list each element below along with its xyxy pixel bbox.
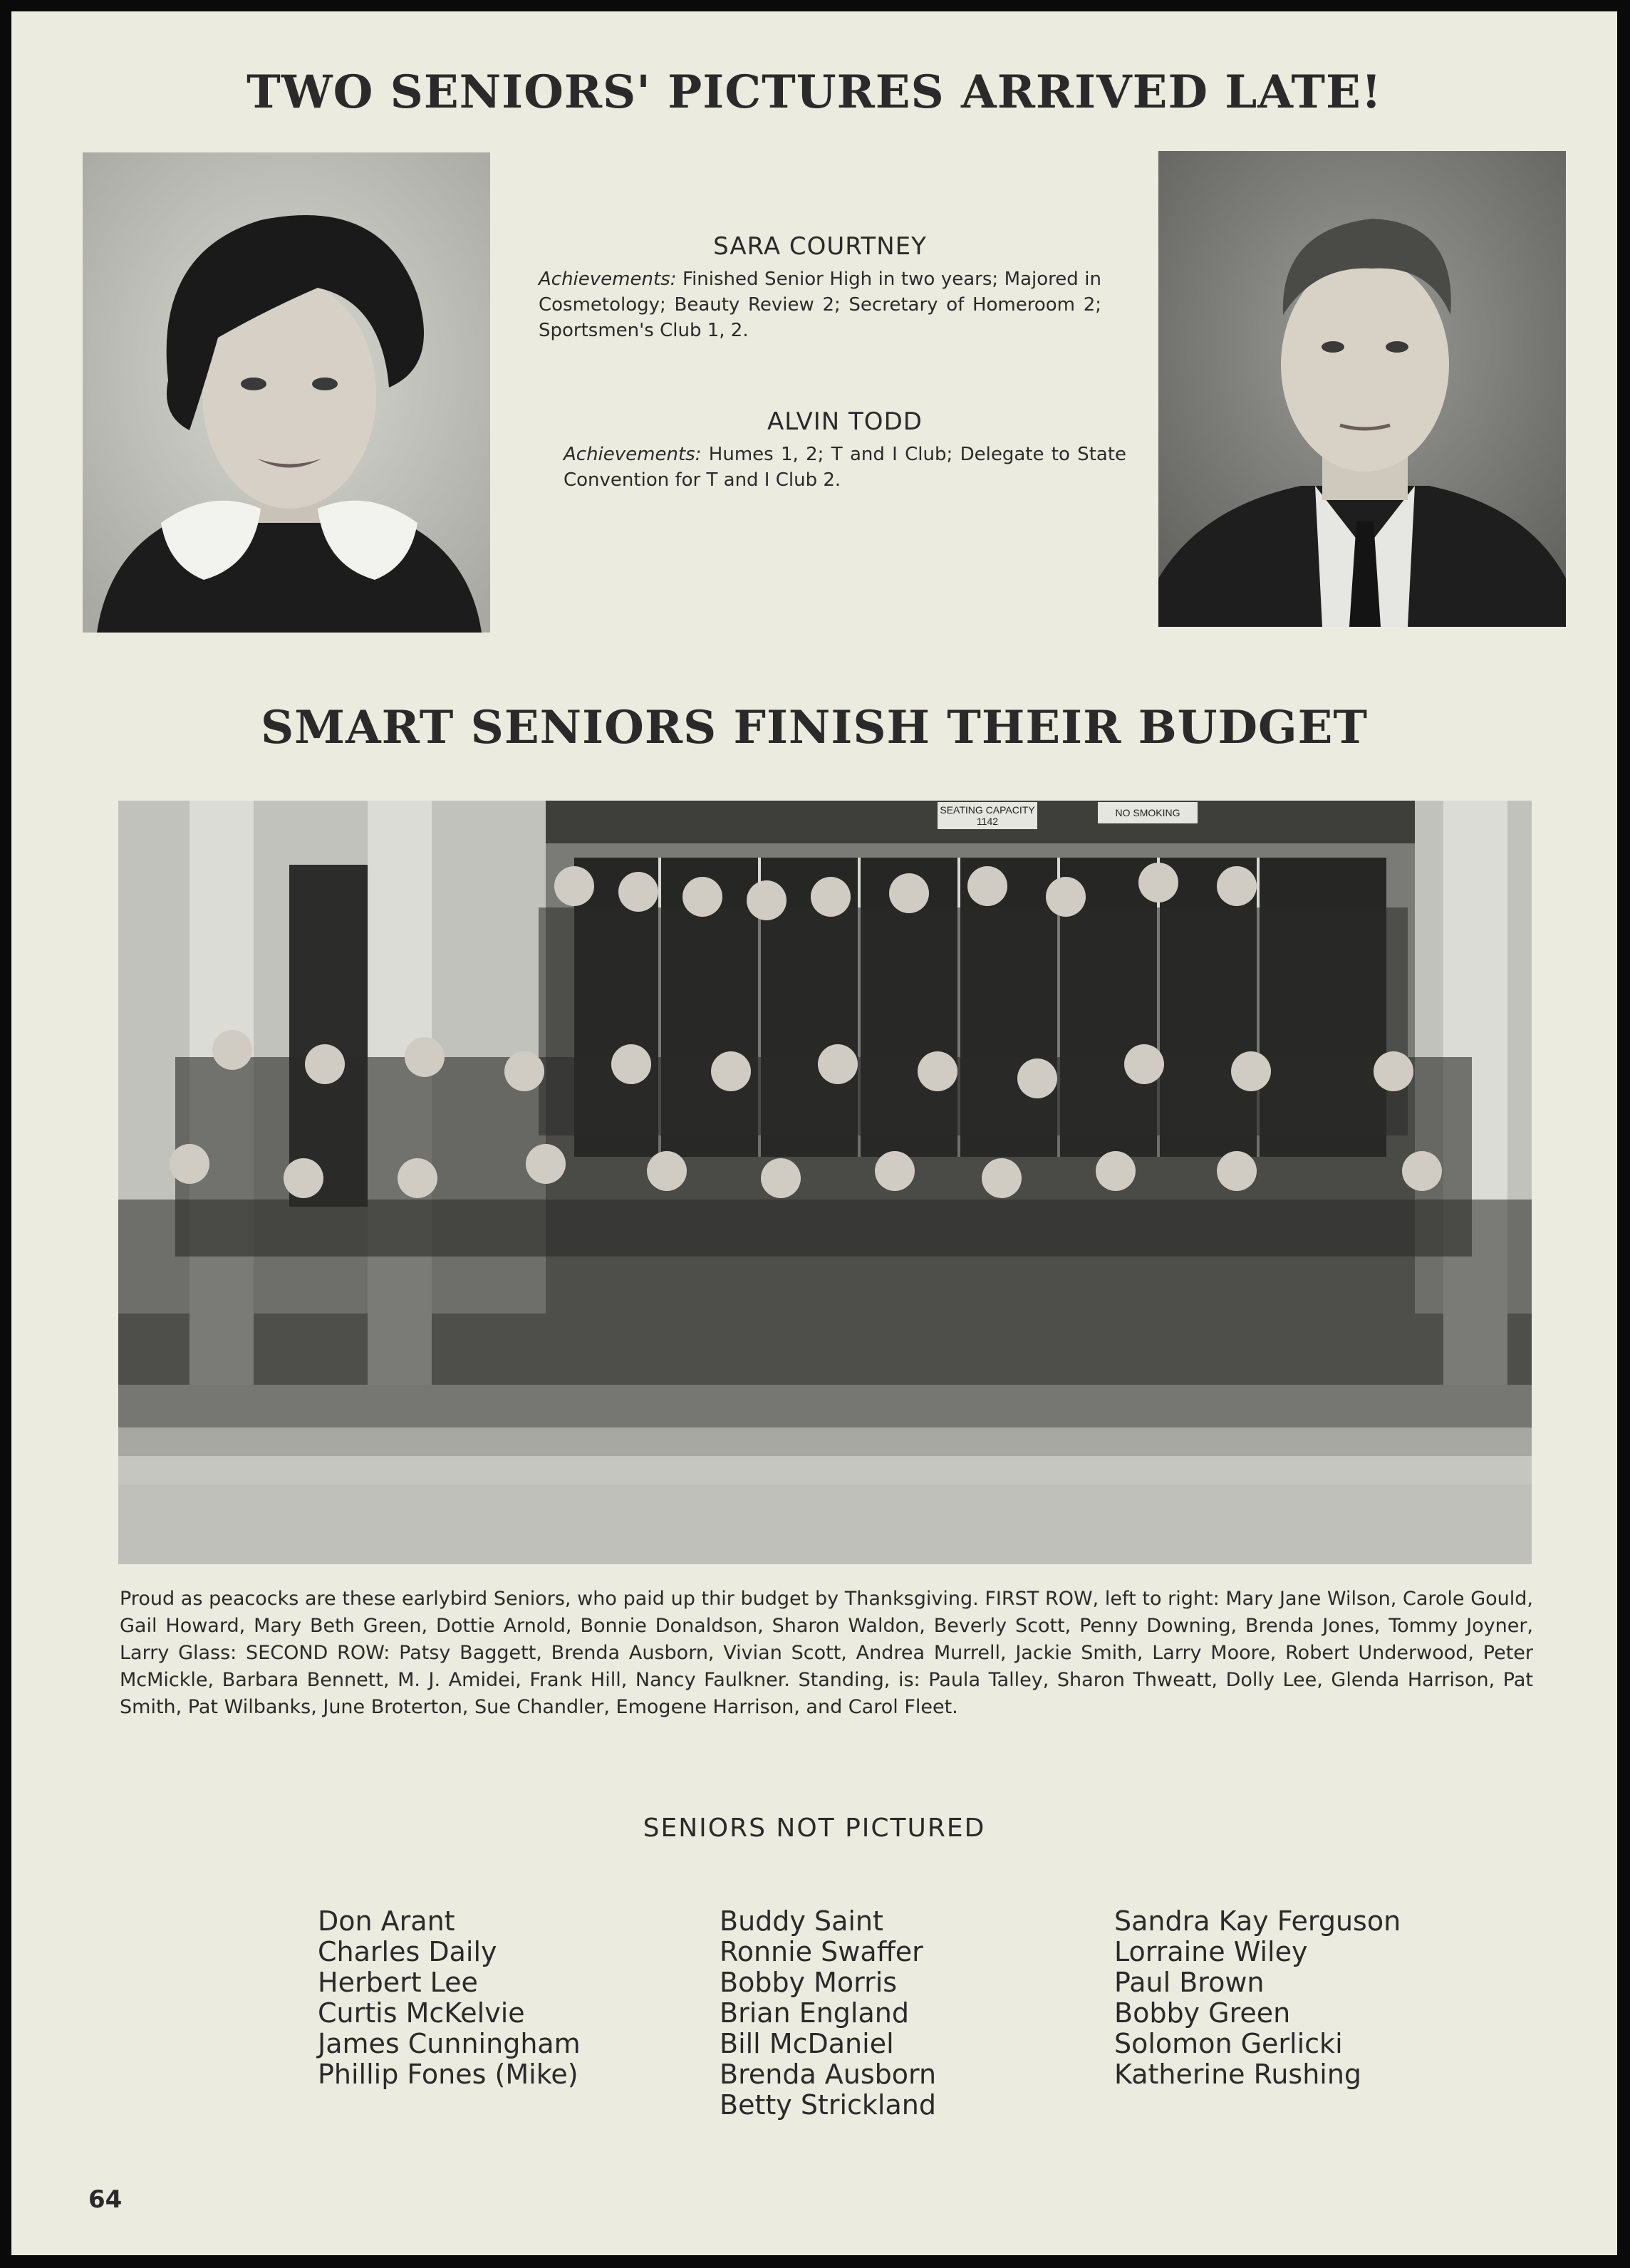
senior-achievements bbox=[539, 266, 1101, 343]
yearbook-page bbox=[11, 11, 1617, 2255]
bio-sara-courtney bbox=[539, 232, 1101, 343]
headline-late-pictures: TWO SENIORS' PICTURES ARRIVED LATE! bbox=[246, 66, 1382, 119]
not-pictured-column-3 bbox=[1114, 1906, 1401, 2090]
portrait-girl-image bbox=[83, 152, 490, 633]
bio-alvin-todd bbox=[564, 407, 1126, 493]
portrait-sara-courtney bbox=[83, 152, 490, 633]
portrait-alvin-todd bbox=[1158, 151, 1566, 627]
senior-name: ALVIN TODD bbox=[767, 407, 923, 436]
list-item: Phillip Fones (Mike) bbox=[318, 2059, 578, 2090]
achievements-label: Achievements: bbox=[564, 444, 702, 465]
group-photo-image bbox=[118, 801, 1532, 1564]
list-item: Ronnie Swaffer bbox=[720, 1936, 923, 1967]
list-item: Brenda Ausborn bbox=[720, 2059, 937, 2090]
not-pictured-column-1 bbox=[318, 1906, 581, 2090]
list-item: Don Arant bbox=[318, 1905, 455, 1937]
list-item: Charles Daily bbox=[318, 1936, 497, 1967]
headline-budget: SMART SENIORS FINISH THEIR BUDGET bbox=[260, 701, 1369, 754]
sign-no-smoking: NO SMOKING bbox=[1115, 807, 1180, 818]
list-item: Solomon Gerlicki bbox=[1114, 2028, 1343, 2059]
seniors-not-pictured-title: SENIORS NOT PICTURED bbox=[643, 1814, 986, 1843]
list-item: Bobby Morris bbox=[720, 1967, 898, 1998]
senior-name: SARA COURTNEY bbox=[713, 232, 927, 261]
not-pictured-column-2 bbox=[720, 1906, 936, 2121]
list-item: Curtis McKelvie bbox=[318, 1997, 525, 2029]
sign-capacity: 1142 bbox=[976, 816, 999, 827]
list-item: Sandra Kay Ferguson bbox=[1114, 1905, 1401, 1937]
senior-achievements bbox=[564, 442, 1126, 493]
page-number: 64 bbox=[88, 2185, 123, 2214]
achievements-text: Finished Senior High in two years; Majored in Cosmetology; Beauty Review 2; Secretary of Homeroom 2; Sportsmen's Club 1, 2. bbox=[539, 269, 1102, 341]
sign-seating-label: SEATING CAPACITY bbox=[940, 804, 1035, 816]
list-item: Paul Brown bbox=[1114, 1967, 1265, 1998]
list-item: Bobby Green bbox=[1114, 1997, 1291, 2029]
list-item: James Cunningham bbox=[318, 2028, 581, 2059]
list-item: Brian England bbox=[720, 1997, 909, 2029]
group-photo-caption: Proud as peacocks are these earlybird Seniors, who paid up thir budget by Thanksgiving. FIRST ROW, left to right: Mary Jane Wilson, Carole Gould, Gail Howard, Mary Beth Green, Dottie Arnold, Bonnie Donaldson, Sharon Waldon, Beverly Scott, Penny Downing, Brenda Jones, Tommy Joyner, Larry Glass: SECOND ROW: Patsy Baggett, Brenda Ausborn, Vivian Scott, Andrea Murrell, Jackie Smith, Larry Moore, Robert Underwood, Peter McMickle, Barbara Bennett, M. J. Amidei, Frank Hill, Nancy Faulkner. Standing, is: Paula Talley, Sharon Thweatt, Dolly Lee, Glenda Harrison, Pat Smith, Pat Wilbanks, June Broterton, Sue Chandler, Emogene Harrison, and Carol Fleet. bbox=[120, 1588, 1533, 1718]
list-item: Katherine Rushing bbox=[1114, 2059, 1362, 2090]
group-photo bbox=[118, 801, 1532, 1564]
portrait-boy-image bbox=[1158, 151, 1566, 627]
list-item: Betty Strickland bbox=[720, 2089, 936, 2121]
list-item: Buddy Saint bbox=[720, 1905, 883, 1937]
list-item: Herbert Lee bbox=[318, 1967, 478, 1998]
list-item: Lorraine Wiley bbox=[1114, 1936, 1308, 1967]
achievements-label: Achievements: bbox=[539, 269, 677, 290]
achievements-text: Humes 1, 2; T and I Club; Delegate to State Convention for T and I Club 2. bbox=[564, 444, 1127, 491]
list-item: Bill McDaniel bbox=[720, 2028, 894, 2059]
